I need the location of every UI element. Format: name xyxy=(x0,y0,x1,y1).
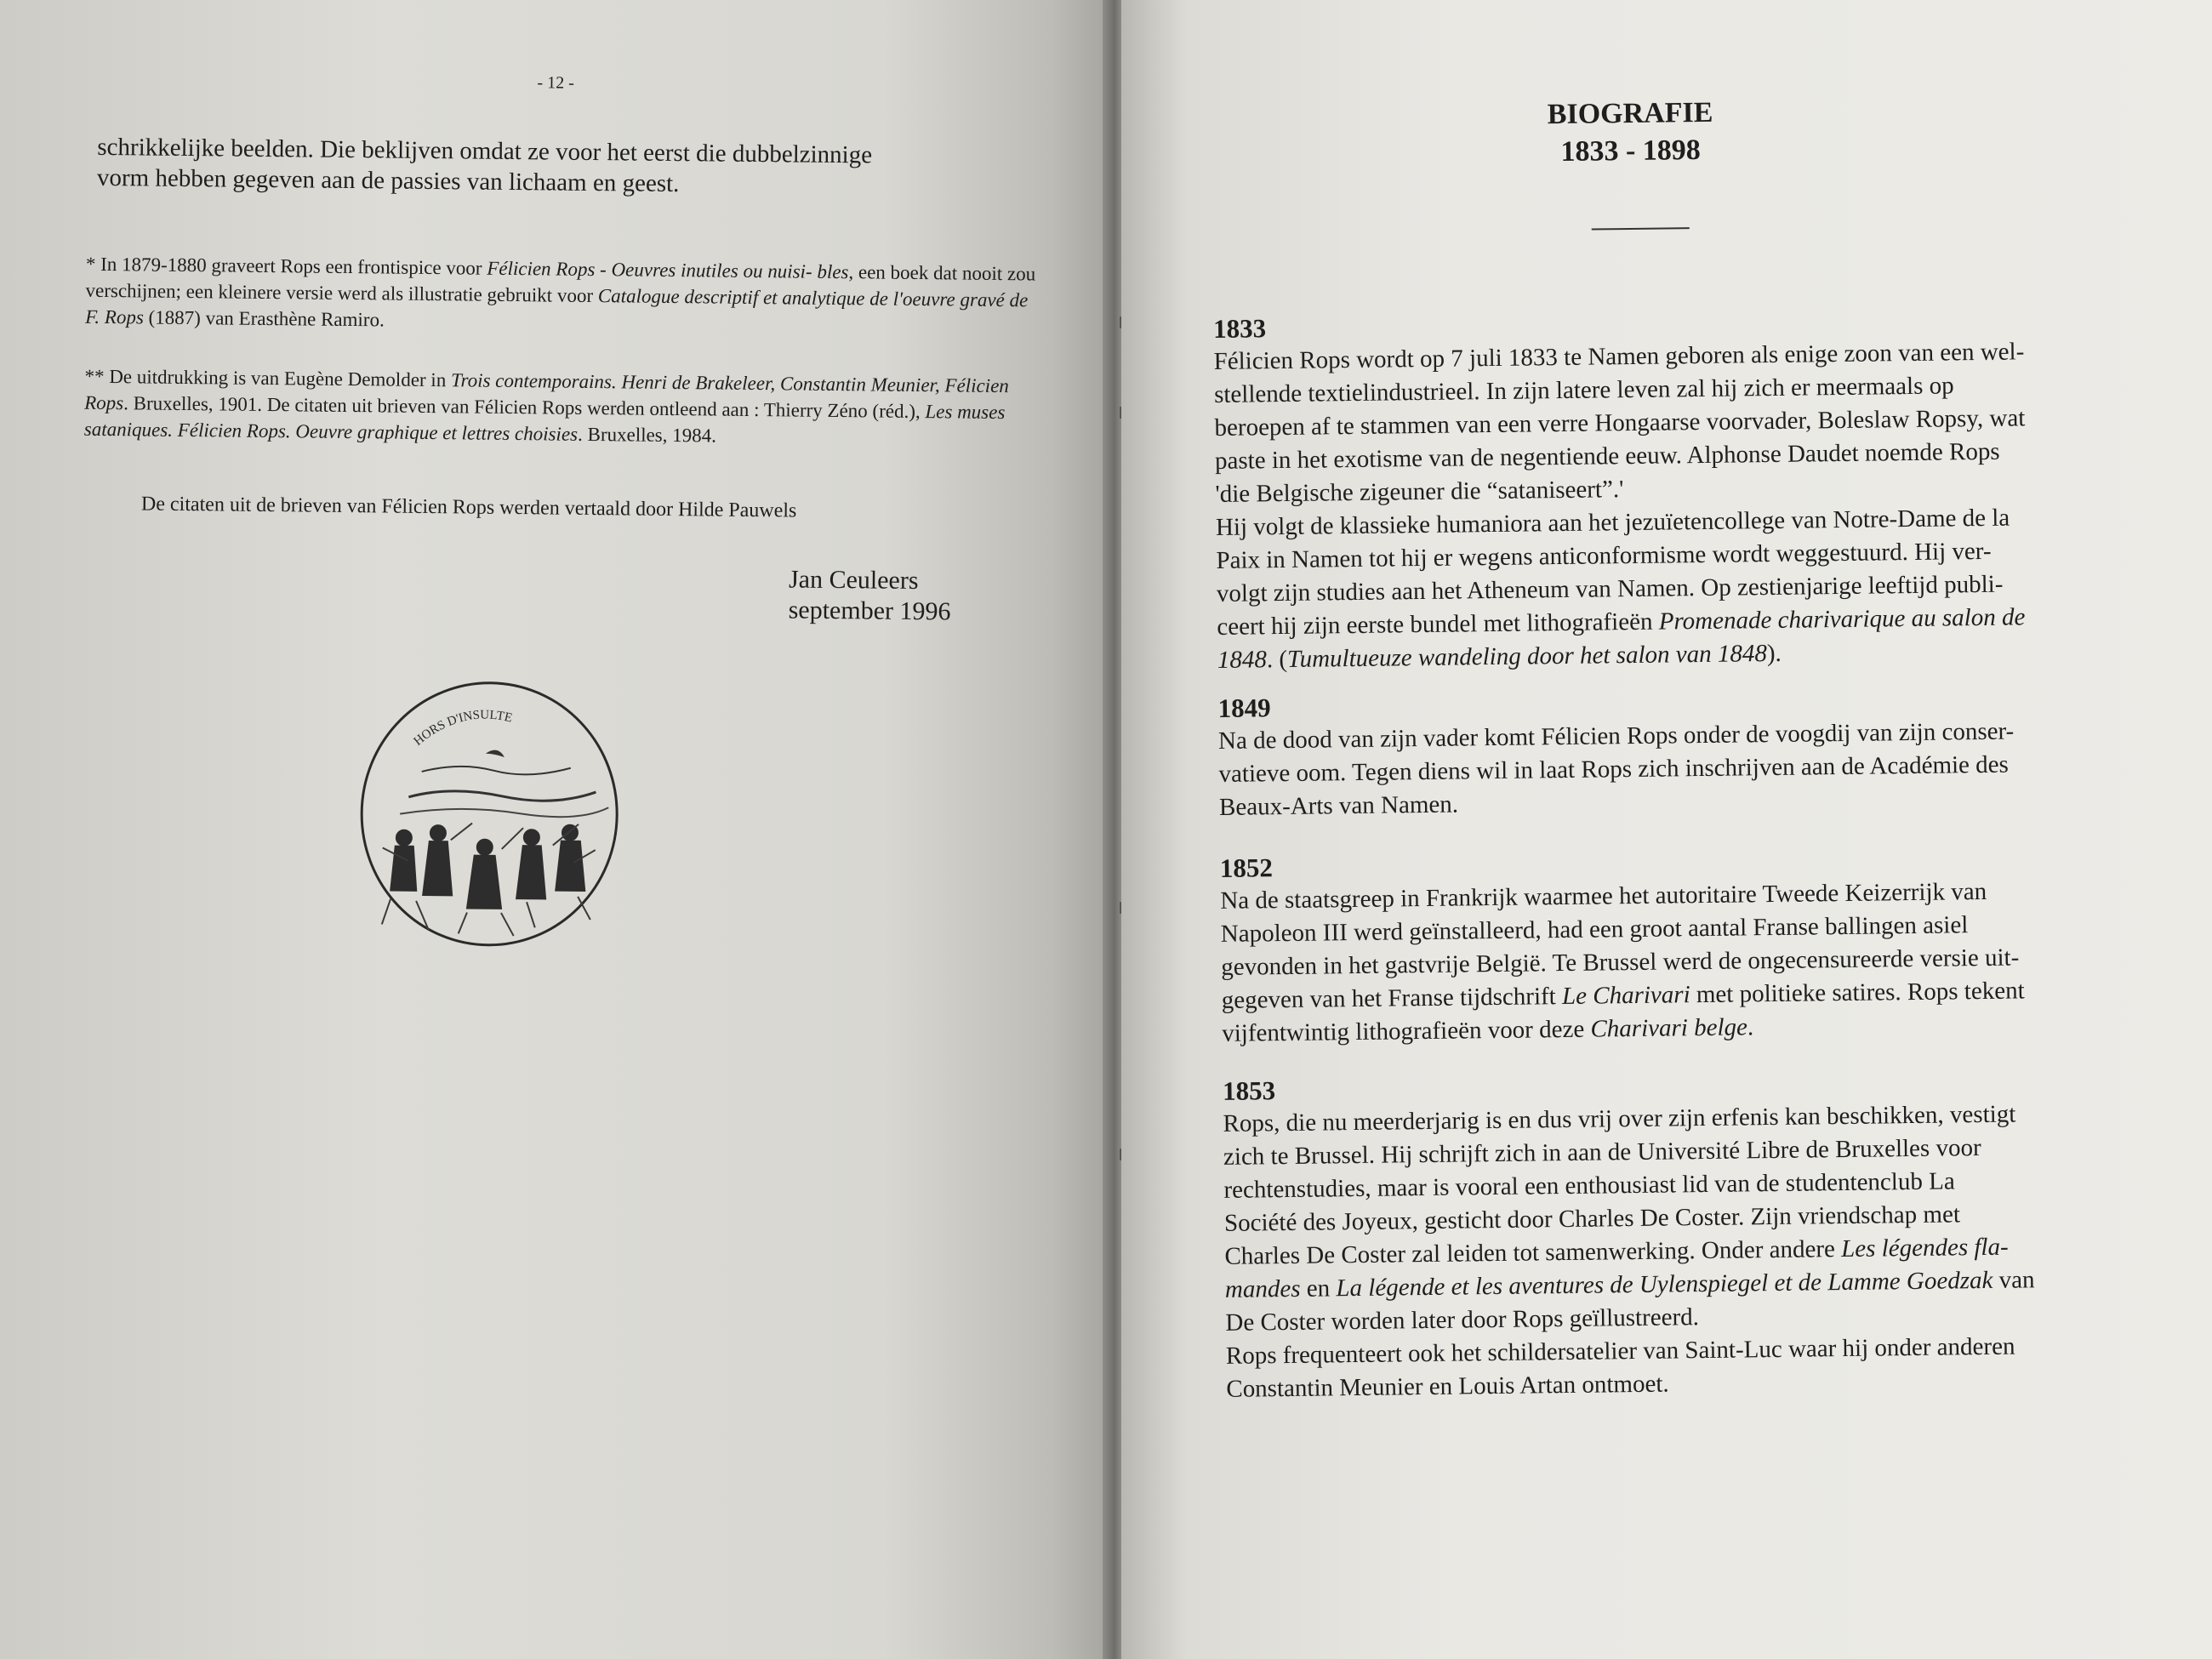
continuation-line: schrikkelijke beelden. Die beklijven omdat ze voor het eerst die dubbelzinnige xyxy=(97,133,873,169)
entry-1853: 1853 Rops, die nu meerderjarig is en dus vrij over zijn erfenis kan beschikken, vestigt zich te Brussel. Hij schrijft zich in aan de Université Libre de Bruxelles voor rechtenstudies, maar is vooral een enthousiast lid van de studentenclub La Société des Joyeux, gesticht door Charles De Coster. Zijn vriendschap met Charles De Coster zal leiden tot samenwerking. Onder andere Les légendes fla- mandes en La légende et les aventures de Uylenspiegel et de Lamme Goedzak van De Coster worden later door Rops geïllustreerd. Rops frequenteert ook het schildersatelier van Saint-Luc waar hij onder anderen Constantin Meunier en Louis Artan ontmoet. xyxy=(1223,1062,2212,1406)
signature-block xyxy=(789,564,952,627)
footnote-2: ** De uitdrukking is van Eugène Demolder in Trois contemporains. Henri de Brakeleer, Constantin Meunier, Félicien Rops. Bruxelles, 1901. De citaten uit brieven van Félicien Rops werden ontleend aan : Thierry Zéno (réd.), Les muses sataniques. Félicien Rops. Oeuvre graphique et lettres choisies. Bruxelles, 1984. xyxy=(83,365,1009,447)
entry-1849: 1849 Na de dood van zijn vader komt Félicien Rops onder de voogdij van zijn conser- vatieve oom. Tegen diens wil in laat Rops zich inschrijven aan de Académie des Beaux-Arts van Namen. xyxy=(1217,679,2212,824)
biography-title: BIOGRAFIE xyxy=(1547,96,1713,131)
biography-heading xyxy=(1439,93,1822,172)
entry-1833: 1833 Félicien Rops wordt op 7 juli 1833 te Namen geboren als enige zoon van een wel- stellende textielindustrieel. In zijn latere leven zal hij zich er meermaals op beroepen af te stammen van een verre Hongaarse voorvader, Boleslaw Ropsy, wat paste in het exotisme van de negentiende eeuw. Alphonse Daudet noemde Rops 'die Belgische zigeuner die “sataniseert”.' Hij volgt de klassieke humaniora aan het jezuïetencollege van Notre-Dame de la Paix in Namen tot hij er wegens anticonformisme wordt weggestuurd. Hij ver- volgt zijn studies aan het Atheneum van Namen. Op zestienjarige leeftijd publi- ceert hij zijn eerste bundel met lithografieën Promenade charivarique au salon de 1848. (Tumultueuze wandeling door het salon van 1848). xyxy=(1213,299,2212,677)
entry-year: 1849 xyxy=(1217,693,1271,723)
footnote-marker: * xyxy=(85,253,96,275)
footnote-1: * In 1879-1880 graveert Rops een frontispice voor Félicien Rops - Oeuvres inutiles ou nuisi- bles, een boek dat nooit zou verschijnen; een kleinere versie werd als illustratie gebruikt voor Catalogue descriptif et analytique de l'oeuvre gravé de F. Rops (1887) van Erasthène Ramiro. xyxy=(85,253,1036,331)
biography-years: 1833 - 1898 xyxy=(1560,134,1701,168)
entry-year: 1833 xyxy=(1212,313,1267,344)
medal-illustration xyxy=(356,677,623,950)
continuation-line: vorm hebben gegeven aan de passies van lichaam en geest. xyxy=(96,163,680,198)
entry-year: 1853 xyxy=(1222,1075,1276,1106)
continuation-paragraph xyxy=(97,132,1034,203)
signature-name: Jan Ceuleers xyxy=(788,565,919,596)
footnote-marker: ** xyxy=(84,365,105,388)
right-page xyxy=(1121,0,2212,1659)
page-number: - 12 - xyxy=(537,73,574,93)
right-page-content xyxy=(1121,0,2212,1659)
signature-date: september 1996 xyxy=(788,596,951,626)
entry-1852: 1852 Na de staatsgreep in Frankrijk waarmee het autoritaire Tweede Keizerrijk van Napoleon III werd geïnstalleerd, had een groot aantal Franse ballingen asiel gevonden in het gastvrije België. Te Brussel werd de ongecensureerde versie uit- gegeven van het Franse tijdschrift Le Charivari met politieke satires. Rops tekent vijfentwintig lithografieën voor deze Charivari belge. xyxy=(1220,839,2212,1051)
title-divider xyxy=(1592,227,1690,230)
entry-year: 1852 xyxy=(1219,852,1274,883)
medal-inscription: HORS D'INSULTE xyxy=(411,708,514,749)
translation-credit: De citaten uit de brieven van Félicien Rops werden vertaald door Hilde Pauwels xyxy=(140,493,797,522)
